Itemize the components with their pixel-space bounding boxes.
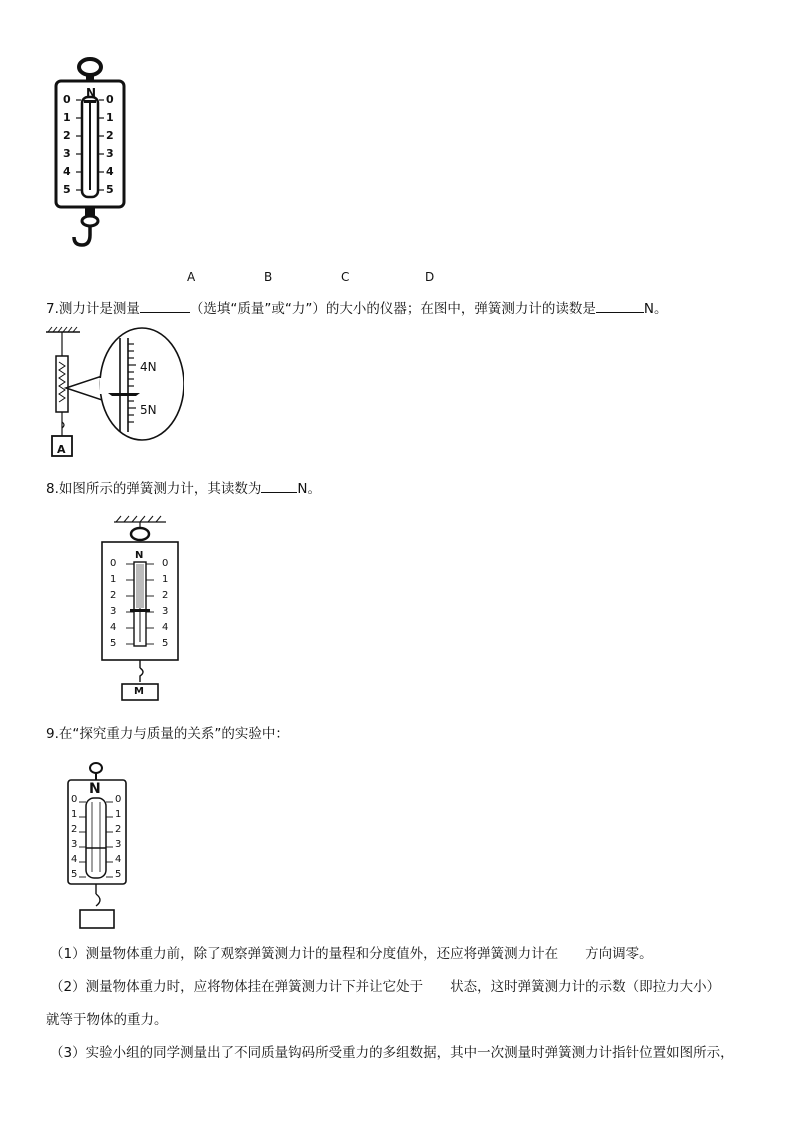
q9-unit-label: N bbox=[89, 781, 101, 797]
q8-scale-right-0: 0 bbox=[162, 558, 169, 569]
q8-scale-left-4: 4 bbox=[110, 622, 117, 633]
option-b: B bbox=[264, 270, 273, 284]
q9-item-2-line-2: 就等于物体的重力。 bbox=[46, 1012, 168, 1028]
q8-scale-right-1: 1 bbox=[162, 574, 169, 585]
scale-left-0: 0 bbox=[63, 93, 71, 106]
q7-blank-1 bbox=[140, 298, 190, 313]
scale-right-5: 5 bbox=[106, 183, 114, 196]
q8-scale-right-3: 3 bbox=[162, 606, 169, 617]
q9-scale-left-2: 2 bbox=[71, 824, 78, 835]
scale-right-0: 0 bbox=[106, 93, 114, 106]
q8-scale-left-3: 3 bbox=[110, 606, 117, 617]
q9-scale-right-5: 5 bbox=[115, 869, 122, 880]
q9-scale-right-0: 0 bbox=[115, 794, 122, 805]
q7-prefix: 7.测力计是测量 bbox=[46, 301, 140, 317]
q9-item-1: （1）测量物体重力前，除了观察弹簧测力计的量程和分度值外，还应将弹簧测力计在 方向调零。 bbox=[50, 946, 653, 962]
q9-scale-right-3: 3 bbox=[115, 839, 122, 850]
scale-left-5: 5 bbox=[63, 183, 71, 196]
scale-right-4: 4 bbox=[106, 165, 114, 178]
q8-scale-left-1: 1 bbox=[110, 574, 117, 585]
q8-scale-right-2: 2 bbox=[162, 590, 169, 601]
q7-label-4n: 4N bbox=[140, 360, 157, 374]
q7-label-5n: 5N bbox=[140, 403, 157, 417]
q9-scale-right-1: 1 bbox=[115, 809, 122, 820]
option-a: A bbox=[187, 270, 196, 284]
scale-right-1: 1 bbox=[106, 111, 114, 124]
q7-box-label: A bbox=[57, 443, 66, 456]
option-d: D bbox=[425, 270, 435, 284]
scale-unit-label: N bbox=[86, 86, 97, 100]
q9-scale-right-2: 2 bbox=[115, 824, 122, 835]
question-7-text bbox=[46, 298, 667, 319]
q8-prefix: 8.如图所示的弹簧测力计，其读数为 bbox=[46, 481, 262, 497]
q8-scale-right-5: 5 bbox=[162, 638, 169, 649]
q8-scale-left-5: 5 bbox=[110, 638, 117, 649]
q7-blank-2 bbox=[596, 298, 644, 313]
scale-right-3: 3 bbox=[106, 147, 114, 160]
q7-middle: （选填“质量”或“力”）的大小的仪器；在图中，弹簧测力计的读数是 bbox=[189, 301, 596, 317]
q9-scale-left-4: 4 bbox=[71, 854, 78, 865]
q9-scale-left-5: 5 bbox=[71, 869, 78, 880]
scale-right-2: 2 bbox=[106, 129, 114, 142]
q9-scale-left-3: 3 bbox=[71, 839, 78, 850]
q8-scale-right-4: 4 bbox=[162, 622, 169, 633]
q8-suffix: N。 bbox=[297, 481, 321, 497]
q9-item-3: （3）实验小组的同学测量出了不同质量钩码所受重力的多组数据，其中一次测量时弹簧测力计指针位置如图所示， bbox=[50, 1045, 734, 1061]
q8-scale-left-0: 0 bbox=[110, 558, 117, 569]
q9-scale-left-0: 0 bbox=[71, 794, 78, 805]
q8-box-label: M bbox=[134, 686, 144, 697]
option-c: C bbox=[341, 270, 350, 284]
q8-unit-label: N bbox=[135, 550, 144, 561]
spring-scale-figure-top bbox=[50, 55, 130, 255]
q9-scale-left-1: 1 bbox=[71, 809, 78, 820]
question-9-title: 9.在“探究重力与质量的关系”的实验中： bbox=[46, 726, 289, 742]
q9-item-2-line-1: （2）测量物体重力时，应将物体挂在弹簧测力计下并让它处于 状态，这时弹簧测力计的示数（即拉力大小） bbox=[50, 979, 721, 995]
scale-left-1: 1 bbox=[63, 111, 71, 124]
q9-scale-right-4: 4 bbox=[115, 854, 122, 865]
scale-left-3: 3 bbox=[63, 147, 71, 160]
scale-left-4: 4 bbox=[63, 165, 71, 178]
q7-suffix: N。 bbox=[643, 301, 668, 317]
scale-left-2: 2 bbox=[63, 129, 71, 142]
q8-blank bbox=[261, 478, 297, 493]
question-8-text bbox=[46, 478, 321, 499]
q8-scale-left-2: 2 bbox=[110, 590, 117, 601]
